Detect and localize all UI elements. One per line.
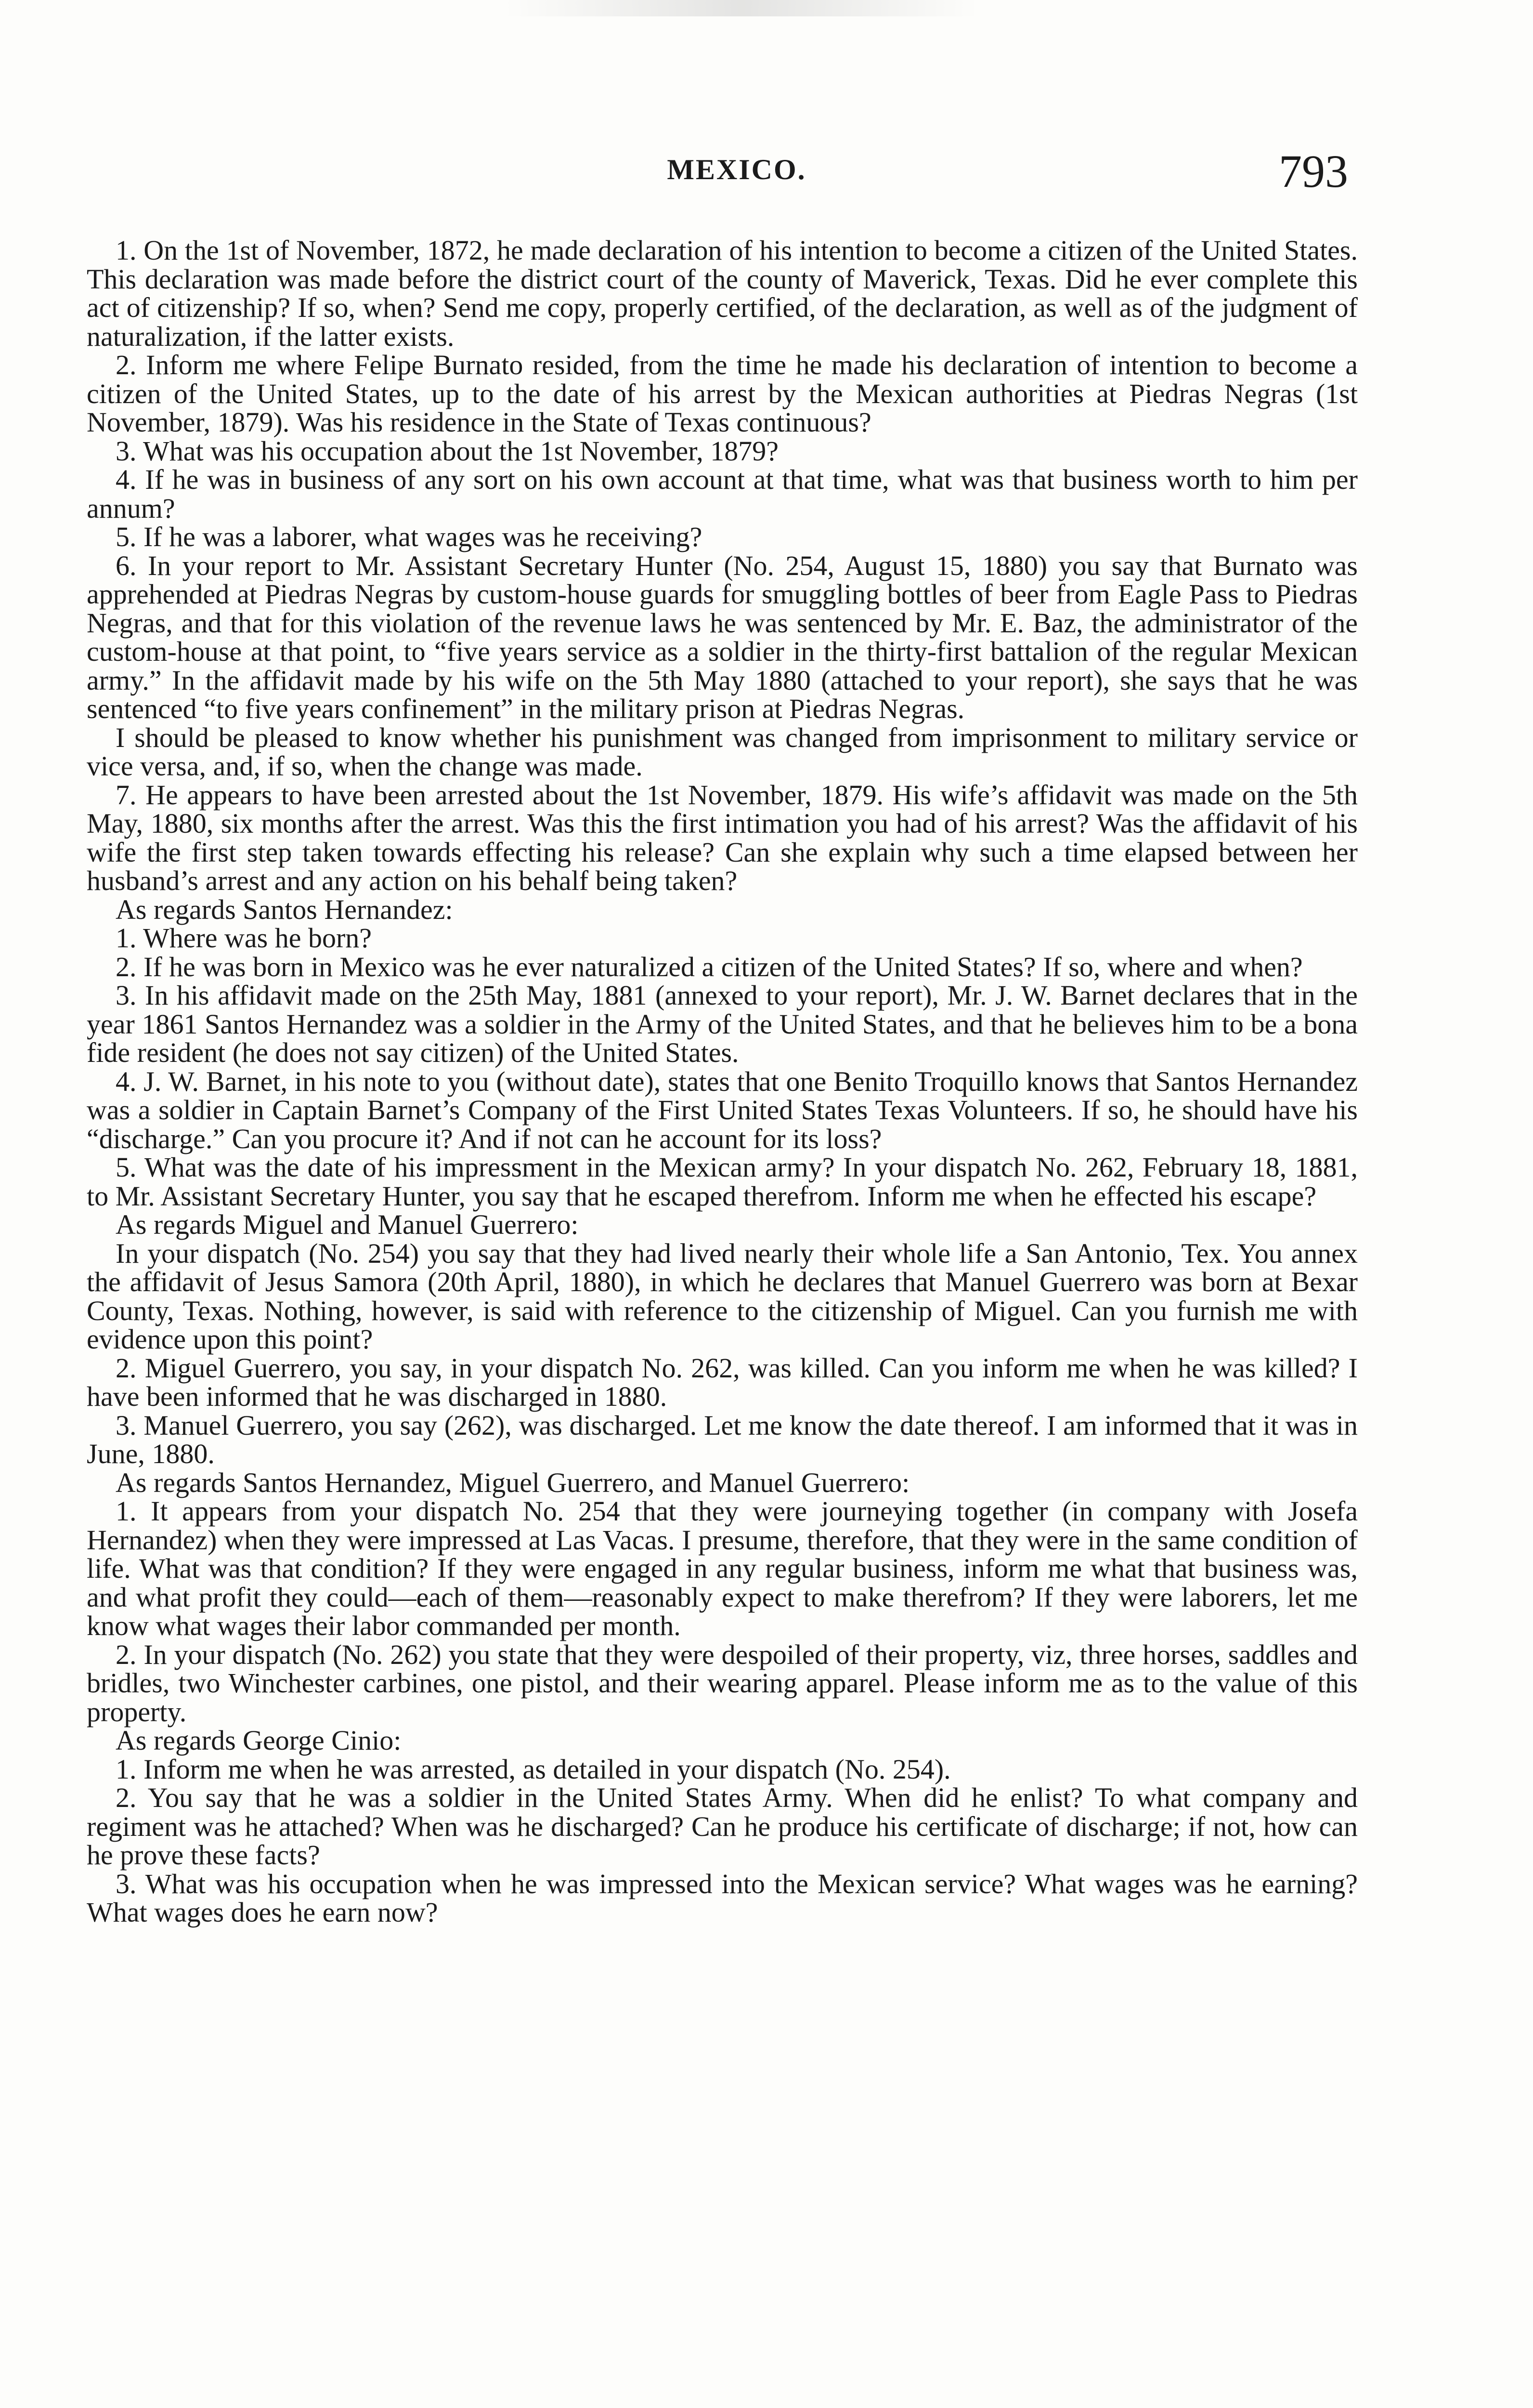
paragraph: 1. Where was he born? — [116, 922, 372, 954]
body-text — [87, 236, 1358, 1927]
paragraph: 7. He appears to have been arrested about the 1st November, 1879. His wife’s affidavit was made on the 5th May, 1880, six months after the arrest. Was this the first intimation you had of his arrest? Was the affidavit of his wife the first step taken towards effecting his release? Can she explain why such a time elapsed between her husband’s arrest and any action on his behalf being taken? — [87, 779, 1358, 896]
paragraph: 2. If he was born in Mexico was he ever naturalized a citizen of the United States? If so, where and when? — [116, 951, 1303, 982]
section-heading: As regards George Cinio: — [116, 1725, 402, 1756]
paragraph: 2. Inform me where Felipe Burnato resided, from the time he made his declaration of intention to become a citizen of the United States, up to the date of his arrest by the Mexican authorities at Piedras Negras (1st November, 1879). Was his residence in the State of Texas continuous? — [87, 349, 1358, 438]
paragraph: 3. In his affidavit made on the 25th May, 1881 (annexed to your report), Mr. J. W. Barnet declares that in the year 1861 Santos Hernandez was a soldier in the Army of the United States, and that he believes him to be a bona fide resident (he does not say citizen) of the United States. — [87, 980, 1358, 1068]
paragraph: 2. Miguel Guerrero, you say, in your dispatch No. 262, was killed. Can you inform me when he was killed? I have been informed that he was discharged in 1880. — [87, 1352, 1358, 1412]
section-heading: As regards Santos Hernandez: — [116, 893, 453, 925]
running-title: MEXICO. — [667, 154, 806, 185]
paragraph: 3. Manuel Guerrero, you say (262), was discharged. Let me know the date thereof. I am informed that it was in June, 1880. — [87, 1409, 1358, 1469]
paragraph: 1. It appears from your dispatch No. 254 that they were journeying together (in company with Josefa Hernandez) when they were impressed at Las Vacas. I presume, therefore, that they were in the same condition of life. What was that condition? If they were engaged in any regular business, inform me what that business was, and what profit they could—each of them—reasonably expect to make therefrom? If they were laborers, let me know what wages their labor commanded per month. — [87, 1495, 1358, 1641]
paragraph: 5. What was the date of his impressment in the Mexican army? In your dispatch No. 262, February 18, 1881, to Mr. Assistant Secretary Hunter, you say that he escaped therefrom. Inform me when he effected his escape? — [87, 1152, 1358, 1212]
paragraph: 3. What was his occupation about the 1st November, 1879? — [116, 435, 779, 467]
paragraph: 4. If he was in business of any sort on his own account at that time, what was that business worth to him per annum? — [87, 464, 1358, 524]
paragraph: I should be pleased to know whether his punishment was changed from imprisonment to military service or vice versa, and, if so, when the change was made. — [87, 721, 1358, 782]
paragraph: 1. Inform me when he was arrested, as detailed in your dispatch (No. 254). — [116, 1753, 951, 1785]
running-head — [116, 144, 1358, 202]
page-edge-smudge — [506, 0, 977, 16]
paragraph: 6. In your report to Mr. Assistant Secretary Hunter (No. 254, August 15, 1880) you say that Burnato was apprehended at Piedras Negras by custom-house guards for smuggling bottles of beer from Eagle Pass to Piedras Negras, and that for this violation of the revenue laws he was sentenced by Mr. E. Baz, the administrator of the custom-house at that point, to “five years service as a soldier in the thirty-first battalion of the regular Mexican army.” In the affidavit made by his wife on the 5th May 1880 (attached to your report), she says that he was sentenced “to five years confinement” in the military prison at Piedras Negras. — [87, 550, 1358, 724]
paragraph: 3. What was his occupation when he was impressed into the Mexican service? What wages was he earning? What wages does he earn now? — [87, 1868, 1358, 1928]
paragraph: 4. J. W. Barnet, in his note to you (without date), states that one Benito Troquillo knows that Santos Hernandez was a soldier in Captain Barnet’s Company of the First United States Texas Volunteers. If so, he should have his “discharge.” Can you procure it? And if not can he account for its loss? — [87, 1065, 1358, 1154]
paragraph: 1. On the 1st of November, 1872, he made declaration of his intention to become a citizen of the United States. This declaration was made before the district court of the county of Maverick, Texas. Did he ever complete this act of citizenship? If so, when? Send me copy, properly certified, of the declaration, as well as of the judgment of naturalization, if the latter exists. — [87, 235, 1358, 352]
paragraph: 5. If he was a laborer, what wages was he receiving? — [116, 521, 702, 552]
section-heading: As regards Miguel and Manuel Guerrero: — [116, 1209, 579, 1240]
paragraph: 2. In your dispatch (No. 262) you state that they were despoiled of their property, viz, three horses, saddles and bridles, two Winchester carbines, one pistol, and their wearing apparel. Please inform me as to the value of this property. — [87, 1638, 1358, 1727]
paragraph: In your dispatch (No. 254) you say that they had lived nearly their whole life a San Antonio, Tex. You annex the affidavit of Jesus Samora (20th April, 1880), in which he declares that Manuel Guerrero was born at Bexar County, Texas. Nothing, however, is said with reference to the citizenship of Miguel. Can you furnish me with evidence upon this point? — [87, 1237, 1358, 1355]
paragraph: 2. You say that he was a soldier in the United States Army. When did he enlist? To what company and regiment was he attached? When was he discharged? Can he produce his certificate of discharge; if not, how can he prove these facts? — [87, 1782, 1358, 1871]
page-number: 793 — [1279, 145, 1348, 197]
section-heading: As regards Santos Hernandez, Miguel Guerrero, and Manuel Guerrero: — [116, 1466, 910, 1498]
